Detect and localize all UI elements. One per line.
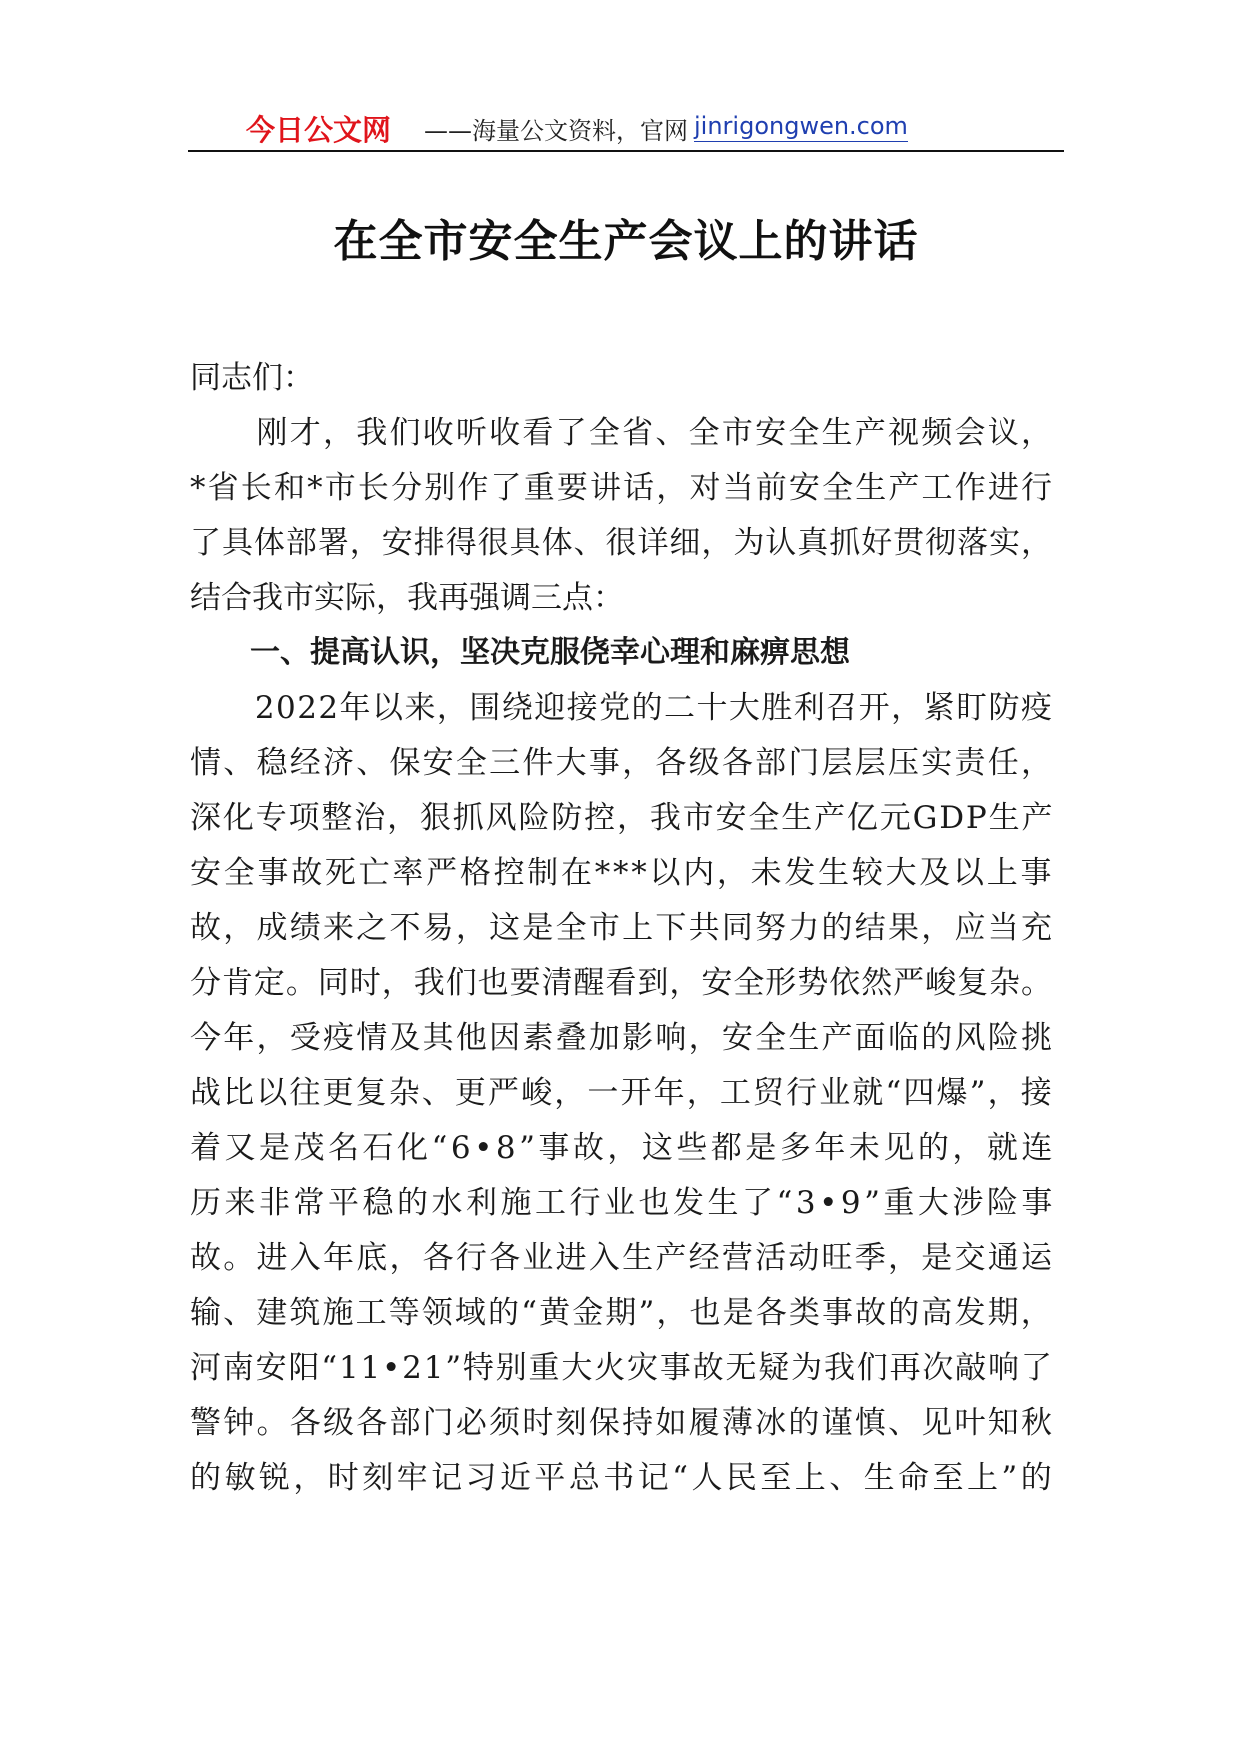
body-line: 分肯定。同时，我们也要清醒看到，安全形势依然严峻复杂。 xyxy=(190,965,1053,1001)
body-line: 刚才，我们收听收看了全省、全市安全生产视频会议， xyxy=(190,415,1055,451)
body-line: *省长和*市长分别作了重要讲话，对当前安全生产工作进行 xyxy=(190,470,1055,506)
body-line: 了具体部署，安排得很具体、很详细，为认真抓好贯彻落实， xyxy=(190,525,1053,561)
body-line: 情、稳经济、保安全三件大事，各级各部门层层压实责任， xyxy=(190,745,1055,781)
salutation: 同志们： xyxy=(190,360,314,396)
section-heading: 一、提高认识，坚决克服侥幸心理和麻痹思想 xyxy=(190,635,850,670)
site-tagline: ——海量公文资料，官网 xyxy=(424,117,688,145)
body-line: 警钟。各级各部门必须时刻保持如履薄冰的谨慎、见叶知秋 xyxy=(190,1405,1055,1441)
body-line: 结合我市实际，我再强调三点： xyxy=(190,580,624,616)
body-line: 故。进入年底，各行各业进入生产经营活动旺季，是交通运 xyxy=(190,1240,1055,1276)
body-line: 2022年以来，围绕迎接党的二十大胜利召开，紧盯防疫 xyxy=(190,690,1054,726)
body-line: 历来非常平稳的水利施工行业也发生了“3•9”重大涉险事 xyxy=(190,1185,1056,1221)
document-title: 在全市安全生产会议上的讲话 xyxy=(333,216,919,267)
body-line: 今年，受疫情及其他因素叠加影响，安全生产面临的风险挑 xyxy=(190,1020,1055,1056)
body-line: 河南安阳“11•21”特别重大火灾事故无疑为我们再次敲响了 xyxy=(190,1350,1054,1386)
body-line: 着又是茂名石化“6•8”事故，这些都是多年未见的，就连 xyxy=(190,1130,1056,1166)
body-line: 安全事故死亡率严格控制在***以内，未发生较大及以上事 xyxy=(190,855,1055,891)
header-divider xyxy=(188,150,1064,152)
site-url-link[interactable]: jinrigongwen.com xyxy=(694,112,908,140)
body-line: 故，成绩来之不易，这是全市上下共同努力的结果，应当充 xyxy=(190,910,1055,946)
body-line: 深化专项整治，狠抓风险防控，我市安全生产亿元GDP生产 xyxy=(190,800,1055,836)
body-line: 的敏锐，时刻牢记习近平总书记“人民至上、生命至上”的 xyxy=(190,1460,1056,1496)
body-line: 输、建筑施工等领域的“黄金期”，也是各类事故的高发期， xyxy=(190,1295,1054,1331)
site-header xyxy=(188,104,1064,150)
site-brand: 今日公文网 xyxy=(246,113,392,147)
body-line: 战比以往更复杂、更严峻，一开年，工贸行业就“四爆”，接 xyxy=(190,1075,1054,1111)
